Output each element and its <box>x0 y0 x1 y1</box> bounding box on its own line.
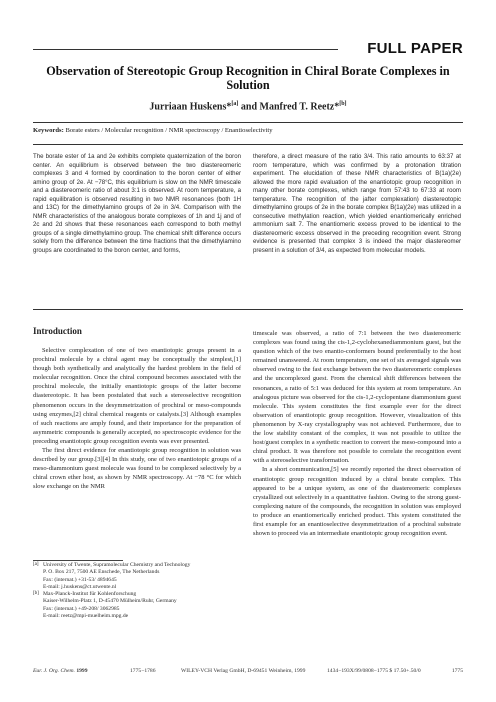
keywords <box>33 126 463 135</box>
footnote-line: University of Twente, Supramolecular Chemistry and Technology <box>43 562 191 568</box>
footer-publisher: WILEY-VCH Verlag GmbH, D-69451 Weinheim, 1999 <box>181 668 306 674</box>
journal-name: Eur. J. Org. Chem. <box>33 668 75 674</box>
author-line <box>33 101 463 112</box>
footnote-a <box>33 562 241 591</box>
keywords-label: Keywords: <box>33 127 64 134</box>
body-paragraph: timescale was observed, a ratio of 7:1 between the two diastereomeric complexes was found using the cis-1,2-cyclohexanediammonium guest, but the question which of the two enantio-conformers bound preferentially to the host remained unanswered. At room temperature, one set of six averaged signals was observed owing to the fast exchange between the two diastereomeric complexes and the uncomplexed guest. From the chemical shift differences between the resonances, a ratio of 5:1 was deduced for this system at room temperature. An analogous picture was observed for the cis-1,2-cyclopentane diammonium guest molecule. This system constitutes the first example ever for the direct observation of enantiotopic group recognition. However, visualization of this phenomenon by X-ray crystallography was not achieved. Furthermore, due to the low stability constant of the complex, it was not possible to utilize the host/guest complex in a synthetic reaction to convert the meso-compound into a chiral product. It was therefore not possible to correlate the recognition event with a stereoselective transformation. <box>253 330 461 465</box>
footnote-line: Fax: (internat.) +31-53/ 4894645 <box>43 576 117 583</box>
footnote-line: P. O. Box 217, 7500 AE Enschede, The Netherlands <box>43 569 160 576</box>
footer-journal <box>33 668 88 674</box>
section-heading-introduction: Introduction <box>33 326 82 336</box>
keywords-rule <box>33 144 463 145</box>
footnotes <box>33 562 241 620</box>
footnote-line: Max-Planck-Institut für Kohlenforschung <box>43 591 137 598</box>
footer-code: 1434−193X/99/0808−1775 $ 17.50+.50/0 <box>327 668 421 674</box>
author-reetz: Manfred T. Reetz* <box>259 101 340 113</box>
journal-year: 1999 <box>76 668 88 674</box>
paper-title: Observation of Stereotopic Group Recognition in Chiral Borate Complexes in Solution <box>46 64 450 92</box>
footnote-mark: [b] <box>33 591 39 597</box>
footnote-mark: [a] <box>33 562 39 567</box>
footer-pages: 1775−1786 <box>130 668 156 674</box>
footnote-line: E-mail: j.huskens@ct.utwente.nl <box>43 583 117 590</box>
abstract-rule <box>33 309 463 310</box>
keywords-text: Borate esters / Molecular recognition / NMR spectroscopy / Enantioselectivity <box>65 127 273 134</box>
author-conjunction: and <box>238 101 260 113</box>
author-huskens: Jurriaan Huskens* <box>149 101 232 113</box>
header-rule <box>33 49 338 50</box>
body-paragraph: The first direct evidence for enantiotopic group recognition in solution was described by our group.[3][4] In this study, one of two enantiotopic groups of a meso-diammonium guest molecule was found to be complexed selectively by a chiral crown ether host, as shown by NMR spectroscopy. At −78 °C for which slow exchange on the NMR <box>33 447 241 491</box>
body-paragraph: Selective complexation of one of two enantiotopic groups present in a prochiral molecule by a chiral agent may be conceptually the simplest,[1] though both synthetically and analytically the hardest problem in the field of molecular recognition. Once the chiral compound becomes associated with the prochiral molecule, the initially enantiotopic groups of the latter become diastereotopic. It has been postulated that such a stereoselective recognition phenomenon occurs in the desymmetrization of prochiral or meso-compounds using enzymes,[2] chiral chemical reagents or catalysts.[3] Although examples of such reactions are amply found, and their importance for the preparation of asymmetric compounds is generally accepted, no spectroscopic evidence for the preceding enantiotopic group recognition events was ever presented. <box>33 347 241 445</box>
affiliation-mark-a: [a] <box>231 101 239 107</box>
footnote-rule <box>33 560 123 561</box>
page-number: 1775 <box>451 668 463 674</box>
footnote-line: E-mail: reetz@mpi-muelheim.mpg.de <box>43 613 129 620</box>
affiliation-mark-b: [b] <box>339 101 347 107</box>
body-paragraph: In a short communication,[5] we recently reported the direct observation of enantiotopic group recognition induced by a chiral borate complex. This appeared to be a unique system, as one of the diastereomeric complexes crystallized out selectively in a quantitative fashion. Owing to the strong guest-complexing nature of the compounds, the recognition in solution was employed to produce an enantiomerically enriched product. This system constituted the first example for an enantioselective desymmetrization of a prochiral substrate shown to proceed via an intermediate enantiotopic group recognition event. <box>253 466 461 538</box>
abstract-left-column: The borate ester of 1a and 2e exhibits complete quaternization of the boron center. An equilibrium is observed between the two diastereomeric complexes 3 and 4 formed by coordination to the boron center of either amino group of 2e. At −78°C, this equilibrium is slow on the NMR timescale and a diastereomeric ratio of about 3:1 is observed. At room temperature, a rapid equilibration is observed resulting in two NMR resonances (both 1H and 13C) for the dimethylamino groups of 2e in 3/4. Comparison with the NMR characteristics of the analogous borate complexes of 1h and 1j and of 2c and 2d shows that these resonances each correspond to both methyl groups of a single dimethylamino group. The chemical shift difference occurs solely from the difference between the time fractions that the dimethylamino groups are coordinated to the boron center, and forms, <box>33 153 241 254</box>
journal-header <box>33 40 463 58</box>
body-right-column <box>253 329 461 538</box>
header-label: FULL PAPER <box>367 40 463 57</box>
footnote-b <box>33 591 241 620</box>
abstract-right-column: therefore, a direct measure of the ratio 3/4. This ratio amounts to 63:37 at room temperature, which was confirmed by a protonation titration experiment. The elucidation of these NMR characteristics of B(1a)(2e) allowed the more rapid evaluation of the enantiotopic group recognition in many other borate complexes, which range from 57:43 to 67:33 at room temperature. The recognition of the jafter complexation) diastereotopic dimethylamino groups of 2e in the borate complex B(1a)(2e) was utilized in a consecutive methylation reaction, which yielded enantiomerically enriched ammonium salt 7. The enantiomeric excess proved to be identical to the diastereomeric excess observed in the preceding recognition event. Strong evidence is presented that complex 3 is indeed the major diastereomer present in a solution of 3/4, as expected from molecular models. <box>253 153 461 254</box>
footnote-line: Fax: (internat.) +49-208/ 3062985 <box>43 605 120 612</box>
body-left-column <box>33 346 241 492</box>
top-rule <box>33 122 463 123</box>
footnote-line: Kaiser-Wilhelm-Platz 1, D-45470 Mülheim/Ruhr, Germany <box>43 598 177 605</box>
